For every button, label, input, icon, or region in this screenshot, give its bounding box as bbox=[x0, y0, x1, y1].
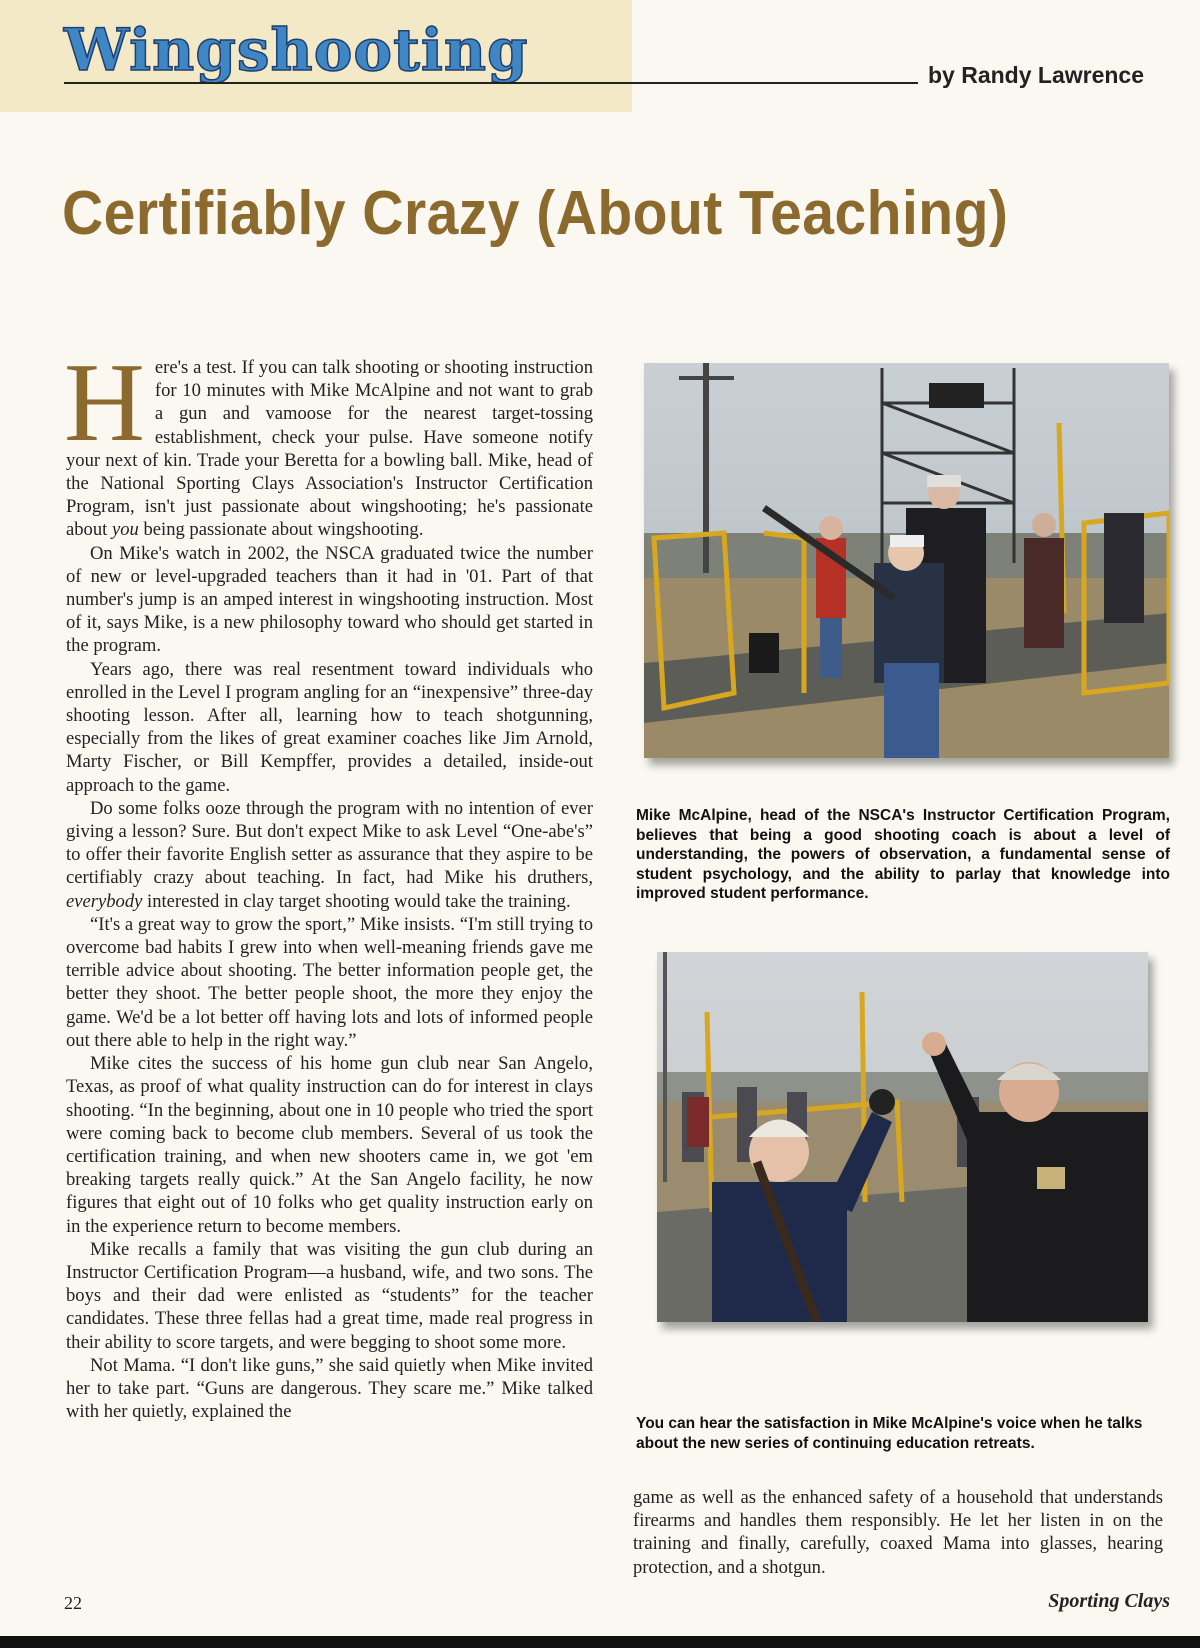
paragraph-7: Mike recalls a family that was visiting the gun club during an Instructor Certification Program—a husband, wife, and two sons. The boys and their dad were enlisted as “students” for the teacher candidates. These three fellas had a great time, made real progress in their ability to score targets, and were begging to shoot some more. bbox=[66, 1238, 593, 1353]
text-run: interested in clay target shooting would take the training. bbox=[142, 890, 571, 912]
text-run: ere's a test. If you can talk shooting or shooting instruction for 10 minutes with Mike McAlpine and not want to grab a gun and vamoose for the nearest target-tossing establishment, check your pulse. Have someone notify your next of kin. Trade your Beretta for a bowling ball. Mike, head of the National Sporting Clays Association's Instructor Certification Program, isn't just passionate about wingshooting; he's passionate about bbox=[66, 357, 593, 541]
paragraph-4 bbox=[66, 797, 593, 913]
bottom-border bbox=[0, 1636, 1200, 1648]
text-run: Do some folks ooze through the program with no intention of ever giving a lesson? Sure. But don't expect Mike to ask Level “One-abe's” to offer their favorite English setter as assurance that they aspire to be certifiably crazy about teaching. In fact, had Mike his druthers, bbox=[66, 797, 593, 889]
drop-cap: H bbox=[64, 341, 145, 465]
photo-1-caption: Mike McAlpine, head of the NSCA's Instructor Certification Program, believes that being a good shooting coach is about a level of understanding, the powers of observation, a fundamental sense of student psychology, and the ability to parlay that knowledge into improved student performance. bbox=[636, 807, 1170, 902]
paragraph-1 bbox=[64, 341, 593, 542]
photo-1-image bbox=[644, 363, 1169, 758]
paragraph-3: Years ago, there was real resentment toward individuals who enrolled in the Level I program angling for an “inexpensive” three-day shooting lesson. After all, learning how to teach shotgunning, especially from the likes of great examiner coaches like Jim Arnold, Marty Fischer, or Bill Kempffer, provides a detailed, inside-out approach to the game. bbox=[66, 658, 593, 796]
photo-high-five bbox=[657, 952, 1148, 1322]
page-number: 22 bbox=[64, 1593, 82, 1613]
article-continuation bbox=[633, 1486, 1163, 1579]
photo-2-image bbox=[657, 952, 1148, 1322]
header-rule bbox=[64, 82, 918, 84]
paragraph-6: Mike cites the success of his home gun club near San Angelo, Texas, as proof of what quality instruction can do for interest in clays shooting. “In the beginning, about one in 10 people who tried the sport were coming back to become club members. Several of us took the certification training, and when new shooters came in, we got 'em breaking targets really quick.” At the San Angelo facility, he now figures that eight out of 10 folks who get quality instruction early on in the experience return to become members. bbox=[66, 1053, 593, 1237]
italic-emphasis: everybody bbox=[66, 890, 143, 912]
paragraph-1-text bbox=[64, 341, 593, 541]
paragraph-2: On Mike's watch in 2002, the NSCA graduated twice the number of new or level-upgraded teachers than it had in '01. Part of that number's jump is an amped interest in wingshooting instruction. Most of it, says Mike, is a new philosophy toward who should get started in the program. bbox=[66, 542, 593, 657]
paragraph-8: Not Mama. “I don't like guns,” she said quietly when Mike invited her to take part. “Guns are dangerous. They scare me.” Mike talked with her quietly, explained the bbox=[66, 1354, 593, 1423]
article-headline: Certifiably Crazy (About Teaching) bbox=[62, 179, 1009, 248]
magazine-name: Sporting Clays bbox=[1048, 1590, 1170, 1612]
section-title: Wingshooting bbox=[64, 16, 529, 84]
continuation-paragraph: game as well as the enhanced safety of a household that understands firearms and handles them responsibly. He let her listen in on the training and finally, carefully, coaxed Mama into glasses, hearing protection, and a shotgun. bbox=[633, 1487, 1163, 1578]
byline: by Randy Lawrence bbox=[928, 62, 1145, 88]
photo-instructor-scaffold bbox=[644, 363, 1169, 758]
text-run: being passionate about wingshooting. bbox=[138, 519, 424, 541]
photo-2-caption: You can hear the satisfaction in Mike McAlpine's voice when he talks about the new series of continuing education retreats. bbox=[636, 1415, 1143, 1452]
italic-emphasis: you bbox=[111, 519, 139, 541]
article-body-column bbox=[64, 341, 593, 1423]
paragraph-5: “It's a great way to grow the sport,” Mike insists. “I'm still trying to overcome bad habits I grew into when well-meaning friends gave me terrible advice about shooting. The better information people get, the better they shoot. The better people shoot, the more they enjoy the game. We'd be a lot better off having lots and lots of informed people out there able to help in the right way.” bbox=[66, 913, 593, 1051]
